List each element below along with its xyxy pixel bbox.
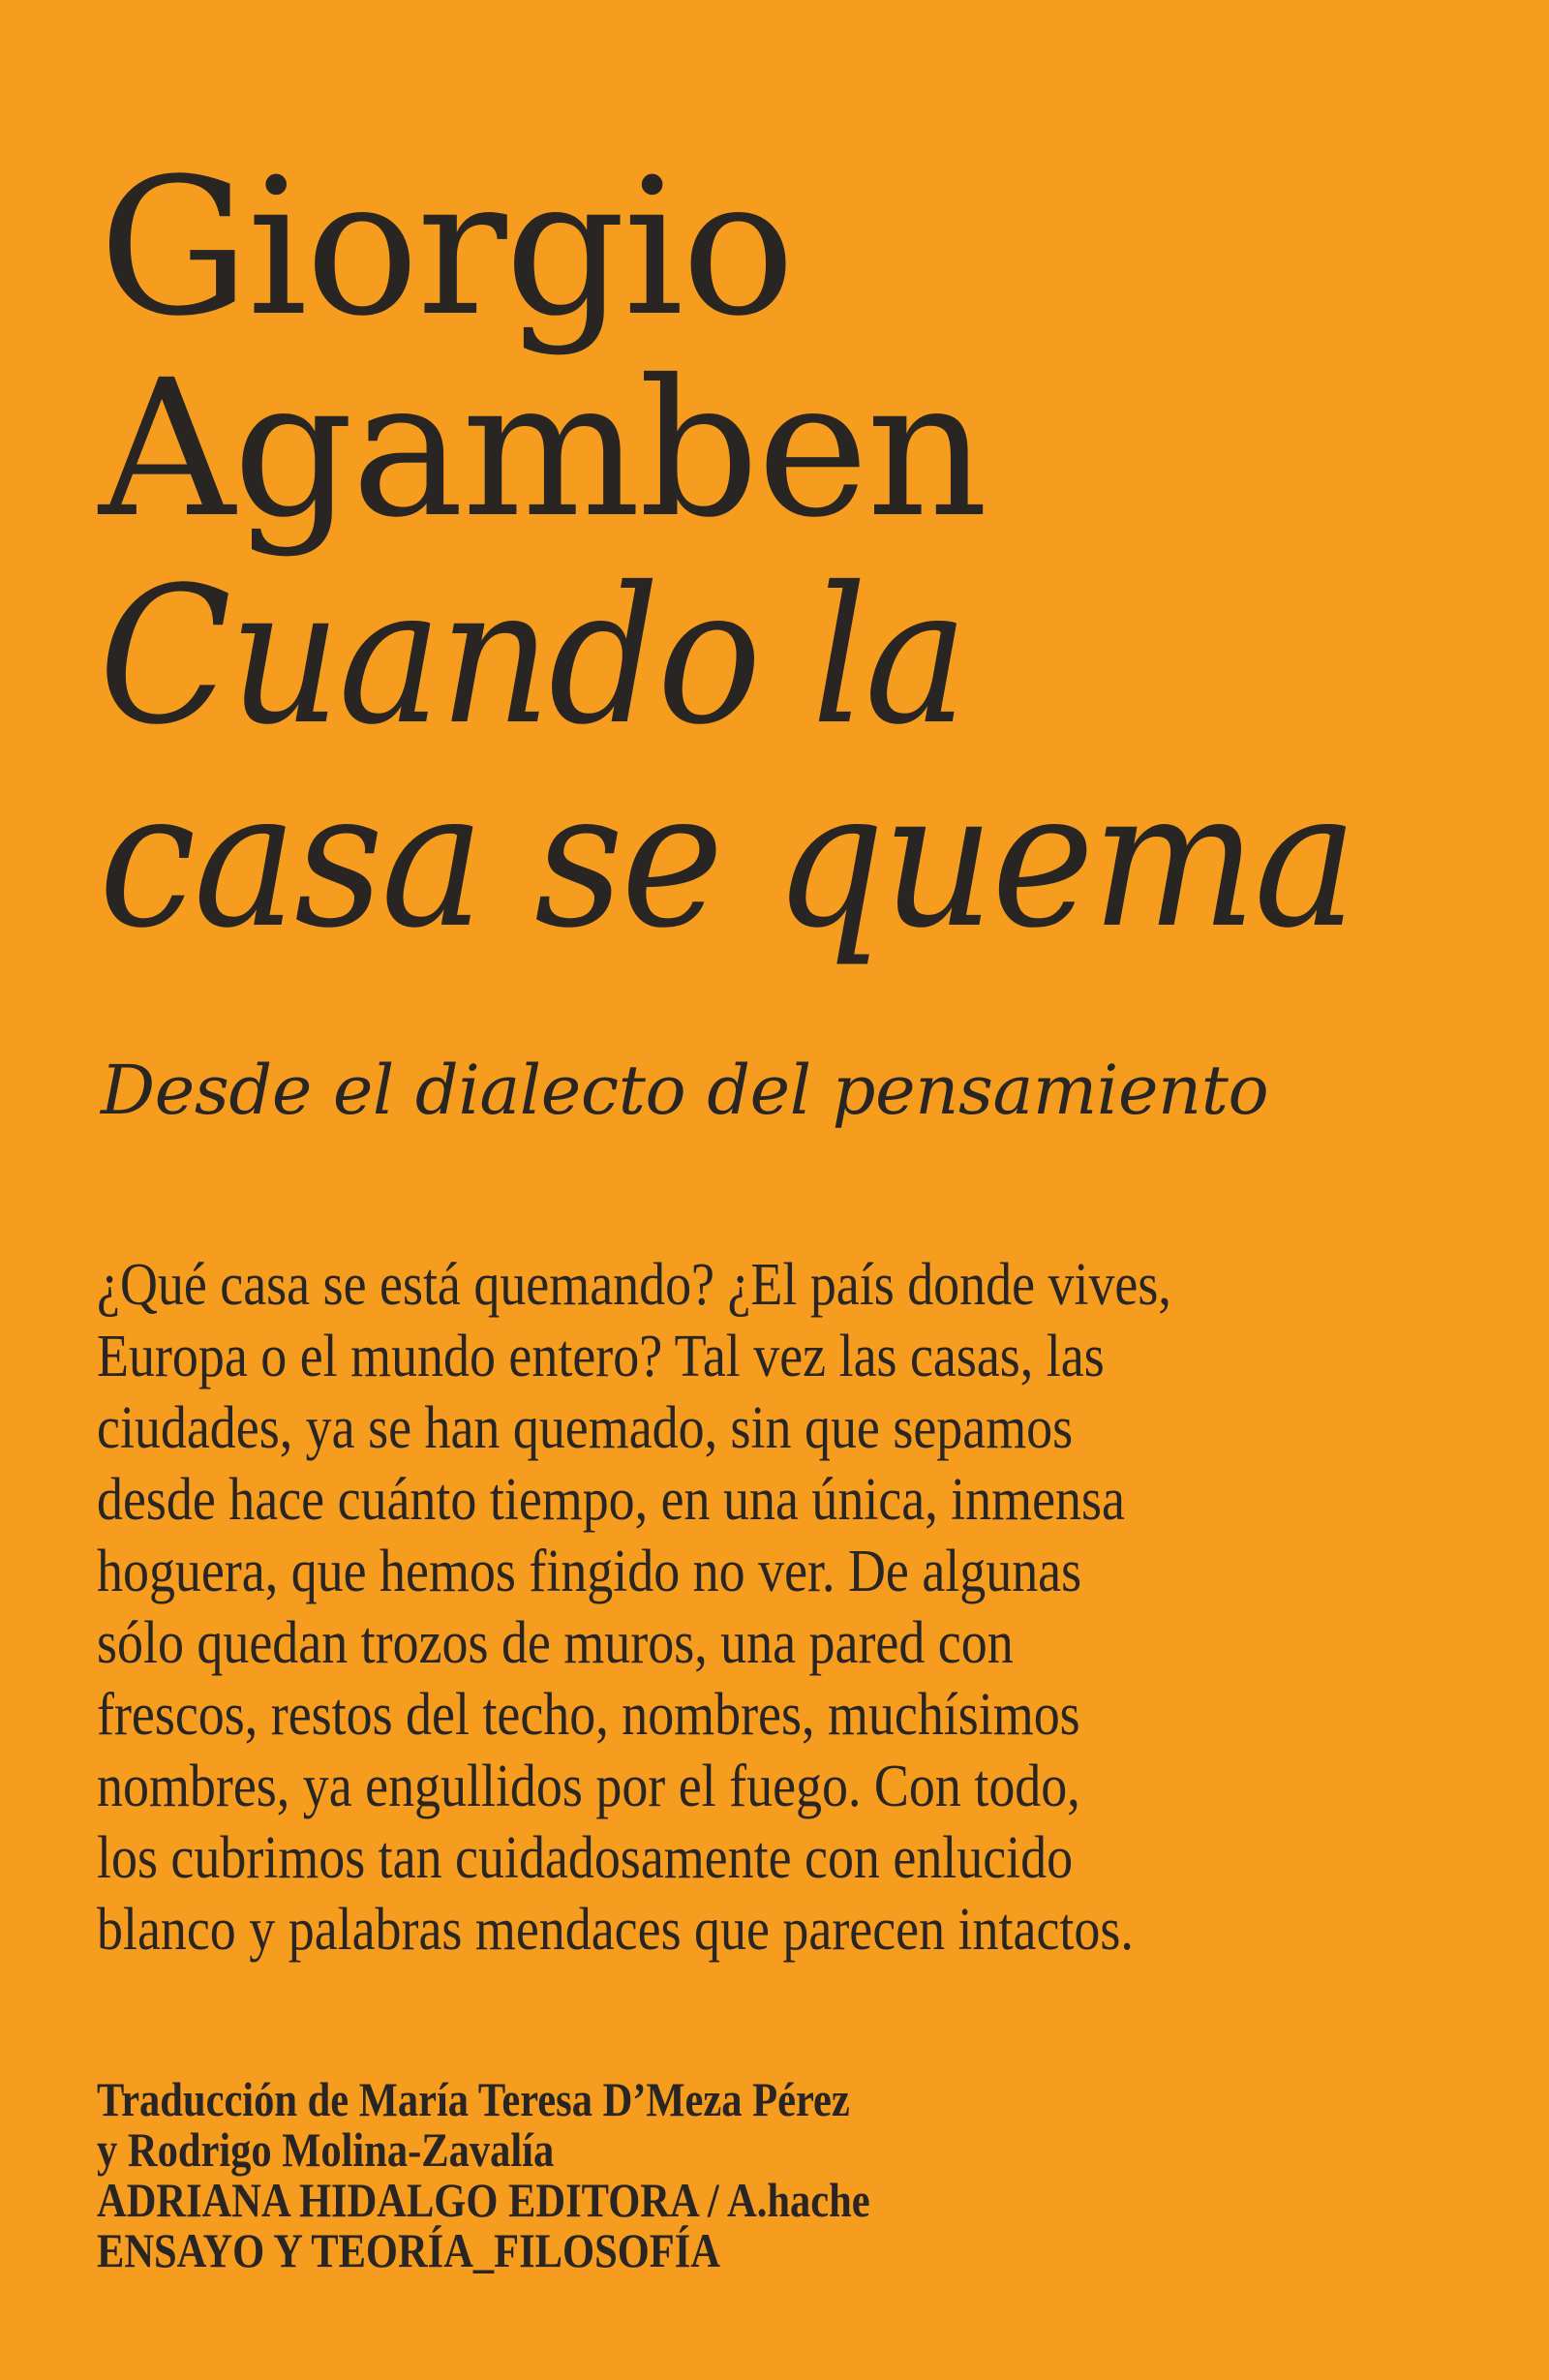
collection-line: ENSAYO Y TEORÍA_FILOSOFÍA bbox=[97, 2223, 720, 2277]
book-title-line-1: Cuando la bbox=[99, 546, 966, 766]
credits-block bbox=[97, 2074, 870, 2275]
excerpt-paragraph bbox=[97, 1249, 1171, 1966]
excerpt-line: ciudades, ya se han quemado, sin que sepamos bbox=[97, 1395, 1074, 1461]
publisher-line: ADRIANA HIDALGO EDITORA / A.hache bbox=[97, 2173, 870, 2227]
excerpt-line: sólo quedan trozos de muros, una pared con bbox=[97, 1610, 1014, 1676]
author-name-line-2: Agamben bbox=[99, 339, 987, 559]
translation-credit-line-2: y Rodrigo Molina-Zavalía bbox=[97, 2122, 555, 2177]
excerpt-line: Europa o el mundo entero? Tal vez las casas, las bbox=[97, 1324, 1105, 1389]
excerpt-line: desde hace cuánto tiempo, en una única, inmensa bbox=[97, 1467, 1125, 1533]
excerpt-line: frescos, restos del techo, nombres, muchísimos bbox=[97, 1682, 1080, 1748]
book-title-line-2: casa se quema bbox=[99, 749, 1355, 969]
excerpt-line: los cubrimos tan cuidadosamente con enlucido bbox=[97, 1825, 1074, 1891]
excerpt-line: ¿Qué casa se está quemando? ¿El país donde vives, bbox=[97, 1252, 1171, 1318]
book-title bbox=[99, 546, 1355, 969]
excerpt-line: blanco y palabras mendaces que parecen intactos. bbox=[97, 1897, 1134, 1963]
book-subtitle: Desde el dialecto del pensamiento bbox=[101, 1051, 1269, 1130]
author-name-line-1: Giorgio bbox=[99, 137, 793, 357]
excerpt-line: nombres, ya engullidos por el fuego. Con todo, bbox=[97, 1754, 1080, 1819]
author-name bbox=[99, 137, 987, 559]
excerpt-line: hoguera, que hemos fingido no ver. De algunas bbox=[97, 1539, 1082, 1604]
translation-credit-line-1: Traducción de María Teresa D’Meza Pérez bbox=[97, 2072, 850, 2126]
